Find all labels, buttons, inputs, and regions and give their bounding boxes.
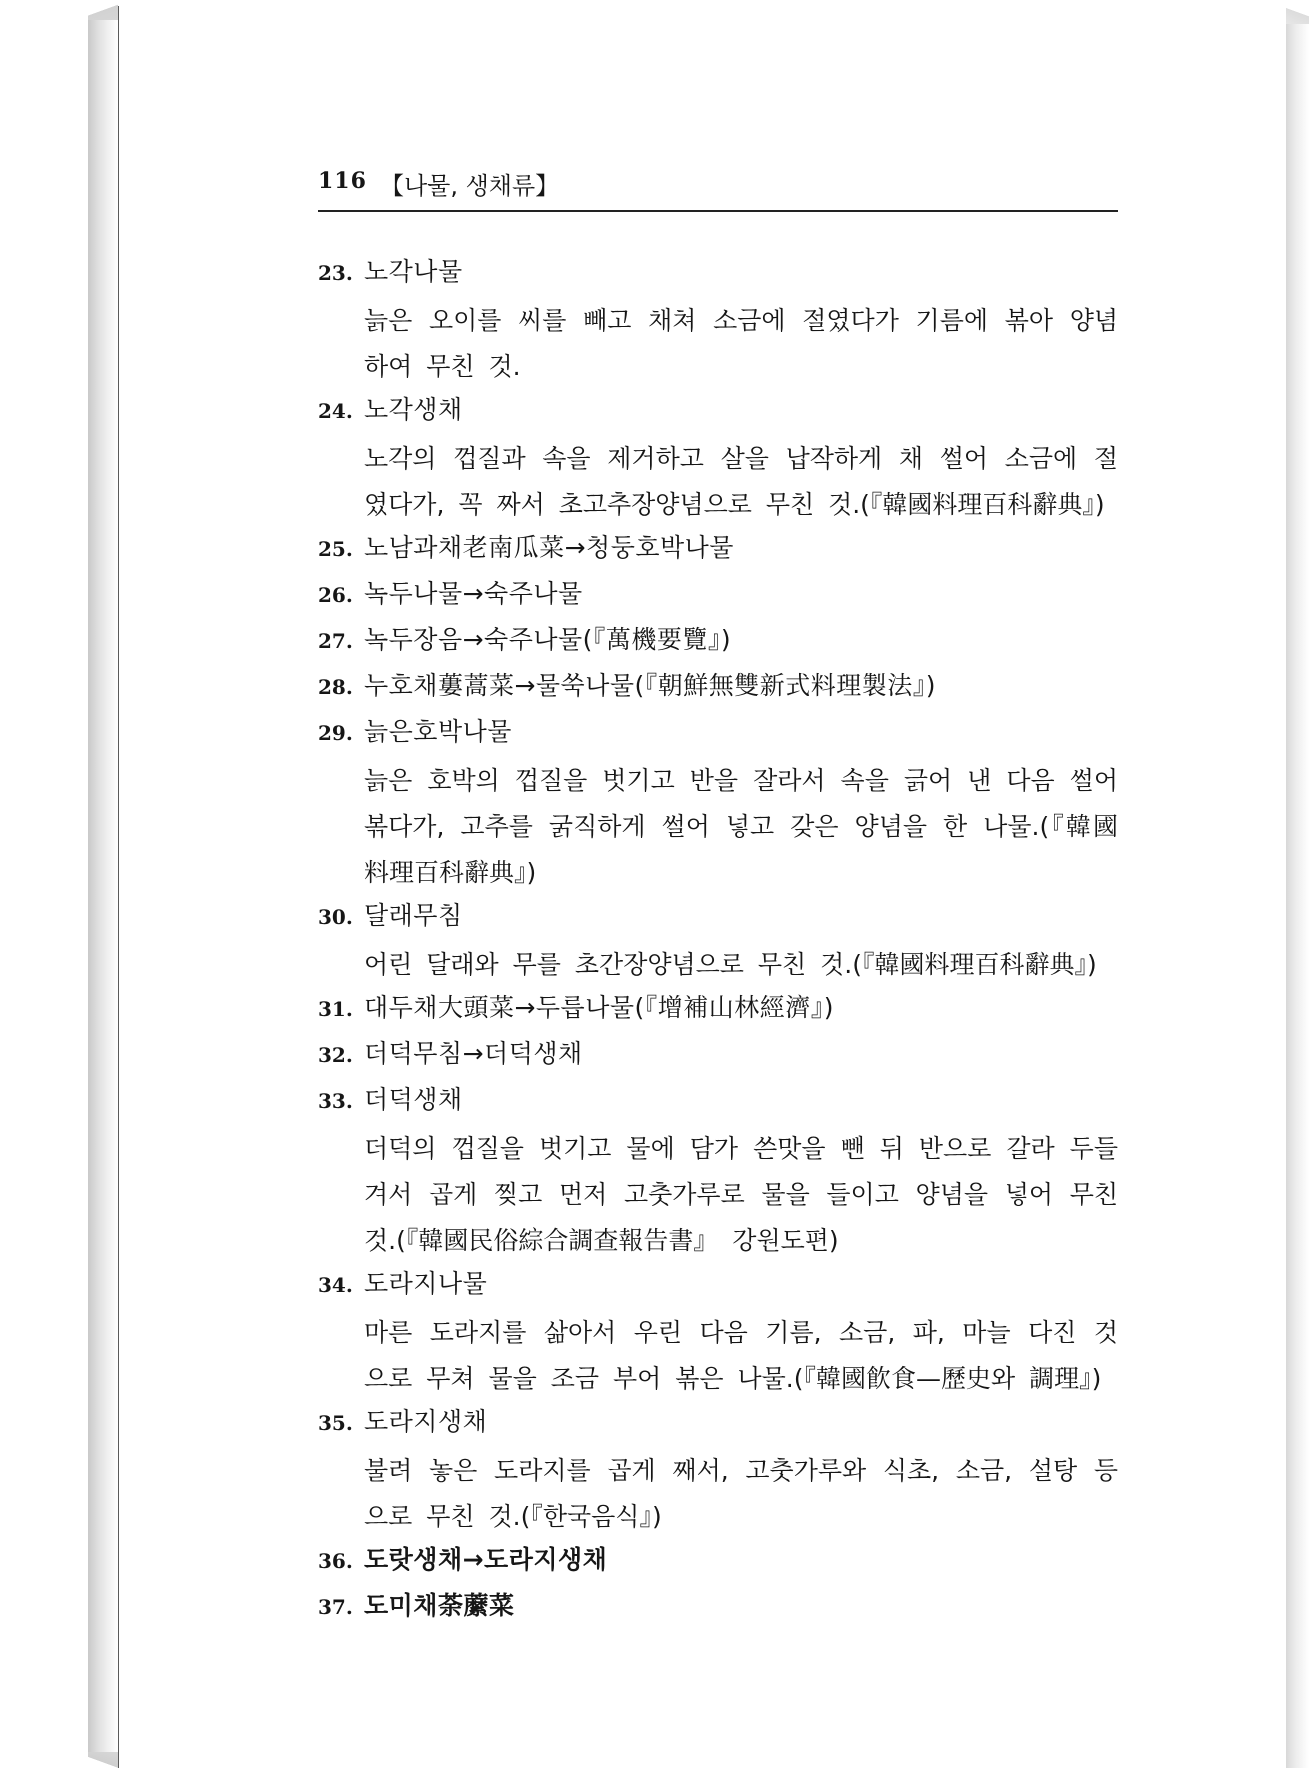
entry-term: 도라지나물	[364, 1269, 488, 1298]
dictionary-entry	[318, 1586, 1118, 1632]
entry-heading	[318, 1540, 1118, 1586]
entry-term: 달래무침	[364, 901, 463, 930]
dictionary-entry	[318, 252, 1118, 390]
entry-heading	[318, 528, 1118, 574]
entry-list	[318, 252, 1118, 1632]
page-header	[318, 168, 1118, 208]
entry-number: 32.	[318, 1043, 353, 1067]
entry-definition	[364, 436, 1118, 528]
entry-heading	[318, 988, 1118, 1034]
dictionary-entry	[318, 712, 1118, 896]
definition-line: 늙은 호박의 껍질을 벗기고 반을 잘라서 속을 긁어 낸 다음 썰어	[364, 766, 1118, 795]
entry-heading	[318, 390, 1118, 436]
page-shadow	[1286, 6, 1309, 1768]
definition-line: 불려 놓은 도라지를 곱게 째서, 고춧가루와 식초, 소금, 설탕 등	[364, 1456, 1118, 1485]
definition-line: 料理百科辭典』)	[364, 858, 537, 887]
dictionary-entry	[318, 1034, 1118, 1080]
entry-heading	[318, 574, 1118, 620]
dictionary-entry	[318, 1264, 1118, 1402]
dictionary-entry	[318, 574, 1118, 620]
entry-number: 28.	[318, 675, 353, 699]
entry-heading	[318, 1586, 1118, 1632]
entry-definition	[364, 942, 1118, 988]
page-shadow-top	[1286, 0, 1309, 24]
entry-term: 더덕무침→더덕생채	[364, 1039, 583, 1068]
definition-line: 노각의 껍질과 속을 제거하고 살을 납작하게 채 썰어 소금에 절	[364, 444, 1118, 473]
entry-heading	[318, 620, 1118, 666]
definition-line: 것.(『韓國民俗綜合調查報告書』 강원도편)	[364, 1226, 839, 1255]
entry-term: 도랏생채→도라지생채	[364, 1545, 608, 1574]
entry-term: 더덕생채	[364, 1085, 463, 1114]
dictionary-entry	[318, 1080, 1118, 1264]
dictionary-entry	[318, 988, 1118, 1034]
definition-line: 볶다가, 고추를 굵직하게 썰어 넣고 갖은 양념을 한 나물.(『韓國	[364, 812, 1118, 841]
entry-number: 37.	[318, 1595, 353, 1619]
dictionary-entry	[318, 896, 1118, 988]
definition-line: 더덕의 껍질을 벗기고 물에 담가 쓴맛을 뺀 뒤 반으로 갈라 두들	[364, 1134, 1118, 1163]
book-edge-bottom	[88, 1752, 118, 1773]
entry-heading	[318, 666, 1118, 712]
book-edge-top	[88, 0, 118, 20]
entry-term: 도라지생채	[364, 1407, 488, 1436]
entry-term: 노각나물	[364, 257, 463, 286]
entry-term: 늙은호박나물	[364, 717, 512, 746]
definition-line: 마른 도라지를 삶아서 우린 다음 기름, 소금, 파, 마늘 다진 것	[364, 1318, 1118, 1347]
definition-line: 하여 무친 것.	[364, 352, 521, 381]
page-number: 116	[318, 168, 367, 194]
entry-heading	[318, 712, 1118, 758]
header-rule	[318, 210, 1118, 212]
dictionary-entry	[318, 528, 1118, 574]
entry-number: 24.	[318, 399, 353, 423]
entry-number: 25.	[318, 537, 353, 561]
entry-definition	[364, 758, 1118, 896]
entry-number: 23.	[318, 261, 353, 285]
definition-line: 늙은 오이를 씨를 빼고 채쳐 소금에 절였다가 기름에 볶아 양념	[364, 306, 1118, 335]
entry-term: 노남과채老南瓜菜→청둥호박나물	[364, 533, 734, 562]
entry-heading	[318, 1080, 1118, 1126]
entry-term: 노각생채	[364, 395, 463, 424]
dictionary-entry	[318, 390, 1118, 528]
entry-number: 30.	[318, 905, 353, 929]
entry-number: 34.	[318, 1273, 353, 1297]
entry-term: 녹두나물→숙주나물	[364, 579, 583, 608]
entry-number: 36.	[318, 1549, 353, 1573]
book-edge	[88, 6, 118, 1768]
running-head: 【나물, 생채류】	[380, 172, 560, 200]
entry-number: 31.	[318, 997, 353, 1021]
entry-heading	[318, 896, 1118, 942]
dictionary-entry	[318, 1540, 1118, 1586]
entry-term: 대두채大頭菜→두릅나물(『增補山林經濟』)	[364, 993, 835, 1022]
entry-heading	[318, 1034, 1118, 1080]
entry-heading	[318, 1264, 1118, 1310]
entry-number: 26.	[318, 583, 353, 607]
definition-line: 였다가, 꼭 짜서 초고추장양념으로 무친 것.(『韓國料理百科辭典』)	[364, 490, 1105, 519]
dictionary-entry	[318, 620, 1118, 666]
entry-definition	[364, 1310, 1118, 1402]
entry-term: 도미채荼䕷菜	[364, 1591, 515, 1620]
entry-definition	[364, 1126, 1118, 1264]
definition-line: 겨서 곱게 찢고 먼저 고춧가루로 물을 들이고 양념을 넣어 무친	[364, 1180, 1118, 1209]
entry-number: 33.	[318, 1089, 353, 1113]
entry-heading	[318, 1402, 1118, 1448]
entry-definition	[364, 1448, 1118, 1540]
definition-line: 으로 무친 것.(『한국음식』)	[364, 1502, 662, 1531]
entry-number: 27.	[318, 629, 353, 653]
definition-line: 어린 달래와 무를 초간장양념으로 무친 것.(『韓國料理百科辭典』)	[364, 950, 1097, 979]
entry-number: 29.	[318, 721, 353, 745]
entry-term: 누호채蔞蒿菜→물쑥나물(『朝鮮無雙新式料理製法』)	[364, 671, 937, 700]
entry-heading	[318, 252, 1118, 298]
dictionary-entry	[318, 666, 1118, 712]
dictionary-entry	[318, 1402, 1118, 1540]
entry-term: 녹두장음→숙주나물(『萬機要覽』)	[364, 625, 732, 654]
entry-definition	[364, 298, 1118, 390]
entry-number: 35.	[318, 1411, 353, 1435]
definition-line: 으로 무쳐 물을 조금 부어 볶은 나물.(『韓國飮食—歷史와 調理』)	[364, 1364, 1102, 1393]
